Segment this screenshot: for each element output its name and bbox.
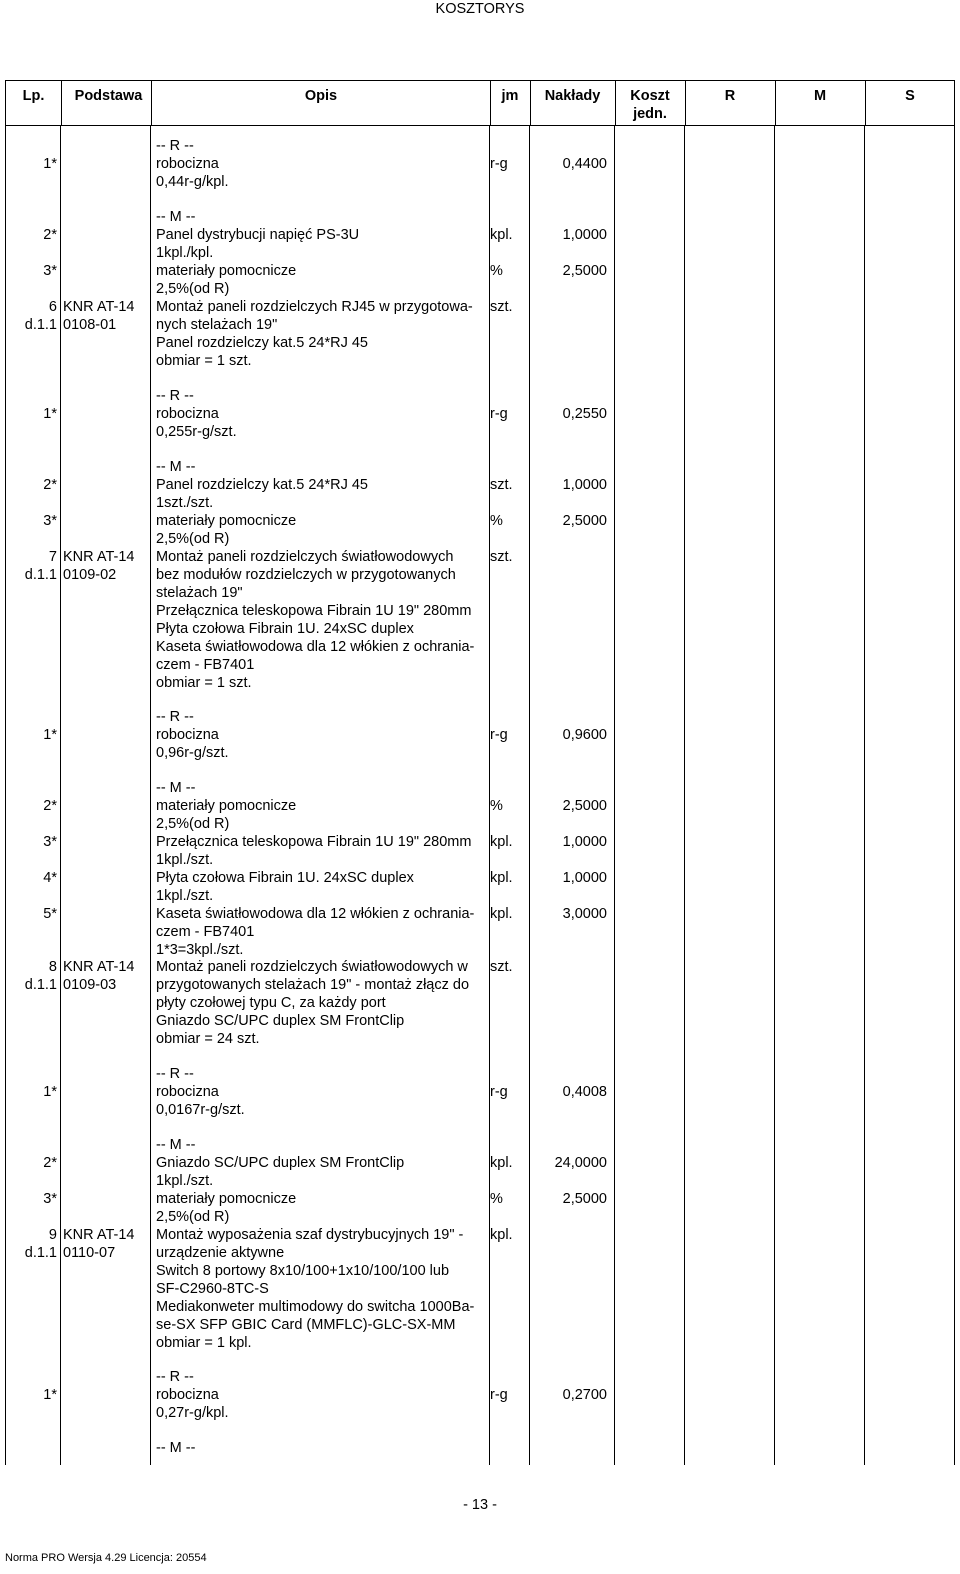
cell-opis: 1kpl./kpl.	[156, 245, 214, 261]
cell-opis: materiały pomocnicze	[156, 1191, 297, 1207]
cell-naklady: 0,2700	[562, 1387, 607, 1403]
cell-opis: Gniazdo SC/UPC duplex SM FrontClip	[156, 1155, 405, 1171]
cell-jm: szt.	[490, 549, 513, 565]
cell-jm: r-g	[490, 156, 508, 172]
cell-podstawa: KNR AT-14	[63, 1227, 135, 1243]
cell-lp: 5*	[43, 906, 57, 922]
cell-naklady: 2,5000	[562, 1191, 607, 1207]
cell-jm: kpl.	[490, 1227, 513, 1243]
cell-opis: 1kpl./szt.	[156, 888, 214, 904]
cell-opis: Montaż paneli rozdzielczych światłowodowych w	[156, 959, 468, 975]
col-divider	[684, 125, 685, 1465]
cell-opis: materiały pomocnicze	[156, 263, 297, 279]
cell-naklady: 0,2550	[562, 406, 607, 422]
cell-podstawa: 0109-02	[63, 567, 117, 583]
cell-jm: r-g	[490, 1084, 508, 1100]
cell-jm: kpl.	[490, 227, 513, 243]
cell-opis: -- M --	[156, 1137, 196, 1153]
cell-opis: se-SX SFP GBIC Card (MMFLC)-GLC-SX-MM	[156, 1317, 456, 1333]
header-koszt-line2: jedn.	[633, 106, 667, 122]
cell-opis: 1kpl./szt.	[156, 852, 214, 868]
cell-naklady: 1,0000	[562, 834, 607, 850]
header-jm: jm	[501, 88, 519, 104]
cell-jm: %	[490, 1191, 503, 1207]
cell-opis: robocizna	[156, 1387, 219, 1403]
cell-opis: -- M --	[156, 1440, 196, 1456]
cell-naklady: 2,5000	[562, 513, 607, 529]
cell-lp: 4*	[43, 870, 57, 886]
header-opis: Opis	[304, 88, 338, 104]
page-number: - 13 -	[463, 1497, 497, 1513]
cell-opis: Kaseta światłowodowa dla 12 włókien z ochrania-	[156, 639, 475, 655]
cell-lp: 2*	[43, 1155, 57, 1171]
cell-opis: Panel dystrybucji napięć PS-3U	[156, 227, 360, 243]
license-text: Norma PRO Wersja 4.29 Licencja: 20554	[5, 1552, 207, 1564]
cell-opis: 2,5%(od R)	[156, 281, 230, 297]
cell-jm: szt.	[490, 477, 513, 493]
cell-lp: 2*	[43, 477, 57, 493]
cell-opis: nych stelażach 19"	[156, 317, 278, 333]
cell-lp: 1*	[43, 156, 57, 172]
cell-opis: płyty czołowej typu C, za każdy port	[156, 995, 386, 1011]
cell-opis: 1*3=3kpl./szt.	[156, 942, 244, 958]
cell-lp: d.1.1	[24, 317, 57, 333]
cell-podstawa: 0108-01	[63, 317, 117, 333]
cell-opis: obmiar = 1 szt.	[156, 353, 252, 369]
cell-opis: materiały pomocnicze	[156, 798, 297, 814]
cell-jm: r-g	[490, 406, 508, 422]
cell-lp: 1*	[43, 406, 57, 422]
cell-opis: 0,44r-g/kpl.	[156, 174, 229, 190]
col-divider	[489, 125, 490, 1465]
cell-opis: -- R --	[156, 709, 194, 725]
cell-opis: stelażach 19"	[156, 585, 243, 601]
header-s: S	[905, 88, 915, 104]
col-divider	[60, 125, 61, 1465]
cell-opis: 0,96r-g/szt.	[156, 745, 229, 761]
cell-opis: robocizna	[156, 406, 219, 422]
cell-opis: Montaż paneli rozdzielczych światłowodowych	[156, 549, 454, 565]
cell-opis: obmiar = 1 kpl.	[156, 1335, 252, 1351]
cell-jm: %	[490, 798, 503, 814]
cell-lp: 1*	[43, 727, 57, 743]
cell-opis: SF-C2960-8TC-S	[156, 1281, 269, 1297]
col-divider	[614, 125, 615, 1465]
cell-podstawa: 0109-03	[63, 977, 117, 993]
cell-podstawa: KNR AT-14	[63, 549, 135, 565]
cell-opis: 0,0167r-g/szt.	[156, 1102, 245, 1118]
table-header	[5, 80, 955, 126]
cell-opis: 2,5%(od R)	[156, 816, 230, 832]
cell-naklady: 1,0000	[562, 227, 607, 243]
cell-naklady: 1,0000	[562, 870, 607, 886]
cell-opis: -- R --	[156, 1369, 194, 1385]
cell-lp: 3*	[43, 263, 57, 279]
col-divider	[529, 125, 530, 1465]
cell-lp: 1*	[43, 1387, 57, 1403]
cell-opis: Gniazdo SC/UPC duplex SM FrontClip	[156, 1013, 405, 1029]
cell-naklady: 2,5000	[562, 798, 607, 814]
cell-opis: urządzenie aktywne	[156, 1245, 285, 1261]
cell-jm: %	[490, 513, 503, 529]
cell-naklady: 0,4400	[562, 156, 607, 172]
cell-lp: 2*	[43, 227, 57, 243]
cell-opis: Płyta czołowa Fibrain 1U. 24xSC duplex	[156, 621, 414, 637]
cell-opis: czem - FB7401	[156, 924, 255, 940]
cell-opis: 1kpl./szt.	[156, 1173, 214, 1189]
cell-jm: szt.	[490, 299, 513, 315]
header-podstawa: Podstawa	[74, 88, 143, 104]
cell-opis: 2,5%(od R)	[156, 531, 230, 547]
cell-opis: przygotowanych stelażach 19" - montaż złącz do	[156, 977, 470, 993]
header-koszt-line1: Koszt	[630, 88, 670, 104]
cell-jm: %	[490, 263, 503, 279]
cell-lp: 3*	[43, 1191, 57, 1207]
cell-lp: 8	[48, 959, 57, 975]
cell-opis: Kaseta światłowodowa dla 12 włókien z ochrania-	[156, 906, 475, 922]
cell-opis: Montaż paneli rozdzielczych RJ45 w przygotowa-	[156, 299, 473, 315]
cell-lp: d.1.1	[24, 567, 57, 583]
cell-opis: Płyta czołowa Fibrain 1U. 24xSC duplex	[156, 870, 414, 886]
cell-podstawa: KNR AT-14	[63, 299, 135, 315]
cell-jm: kpl.	[490, 834, 513, 850]
cell-opis: robocizna	[156, 156, 219, 172]
cell-opis: -- M --	[156, 780, 196, 796]
cell-opis: Panel rozdzielczy kat.5 24*RJ 45	[156, 477, 368, 493]
cell-opis: Panel rozdzielczy kat.5 24*RJ 45	[156, 335, 368, 351]
cell-opis: -- R --	[156, 138, 194, 154]
cell-jm: kpl.	[490, 906, 513, 922]
cell-naklady: 0,4008	[562, 1084, 607, 1100]
cell-opis: obmiar = 24 szt.	[156, 1031, 260, 1047]
cell-opis: robocizna	[156, 727, 219, 743]
cell-opis: 1szt./szt.	[156, 495, 214, 511]
cell-lp: d.1.1	[24, 1245, 57, 1261]
cell-jm: kpl.	[490, 870, 513, 886]
cell-naklady: 1,0000	[562, 477, 607, 493]
cell-podstawa: KNR AT-14	[63, 959, 135, 975]
col-divider	[774, 125, 775, 1465]
cell-jm: kpl.	[490, 1155, 513, 1171]
header-r: R	[724, 88, 736, 104]
cell-opis: robocizna	[156, 1084, 219, 1100]
cell-opis: Przełącznica teleskopowa Fibrain 1U 19" 280mm	[156, 834, 472, 850]
cell-podstawa: 0110-07	[63, 1245, 116, 1261]
cell-opis: czem - FB7401	[156, 657, 255, 673]
cell-opis: -- M --	[156, 209, 196, 225]
cell-jm: r-g	[490, 1387, 508, 1403]
cell-opis: 0,255r-g/szt.	[156, 424, 237, 440]
cell-lp: 3*	[43, 513, 57, 529]
cell-opis: -- R --	[156, 388, 194, 404]
cell-lp: 7	[48, 549, 57, 565]
cell-opis: 0,27r-g/kpl.	[156, 1405, 229, 1421]
header-m: M	[813, 88, 827, 104]
col-divider	[150, 125, 151, 1465]
cell-lp: 3*	[43, 834, 57, 850]
cell-opis: -- M --	[156, 459, 196, 475]
cell-opis: Mediakonweter multimodowy do switcha 1000Ba-	[156, 1299, 475, 1315]
col-divider	[864, 125, 865, 1465]
cell-opis: Switch 8 portowy 8x10/100+1x10/100/100 lub	[156, 1263, 450, 1279]
cell-opis: materiały pomocnicze	[156, 513, 297, 529]
cell-opis: Przełącznica teleskopowa Fibrain 1U 19" 280mm	[156, 603, 472, 619]
cell-opis: -- R --	[156, 1066, 194, 1082]
cell-naklady: 3,0000	[562, 906, 607, 922]
cell-lp: d.1.1	[24, 977, 57, 993]
cell-naklady: 2,5000	[562, 263, 607, 279]
page-title: KOSZTORYS	[435, 1, 525, 17]
header-koszt	[615, 81, 685, 125]
cell-lp: 1*	[43, 1084, 57, 1100]
cell-opis: Montaż wyposażenia szaf dystrybucyjnych 19" -	[156, 1227, 464, 1243]
cell-naklady: 24,0000	[554, 1155, 607, 1171]
header-lp: Lp.	[22, 88, 45, 104]
cell-opis: bez modułów rozdzielczych w przygotowanych	[156, 567, 456, 583]
cell-lp: 9	[48, 1227, 57, 1243]
cell-lp: 6	[48, 299, 57, 315]
header-naklady: Nakłady	[544, 88, 601, 104]
cell-opis: obmiar = 1 szt.	[156, 675, 252, 691]
cell-naklady: 0,9600	[562, 727, 607, 743]
cell-lp: 2*	[43, 798, 57, 814]
cell-jm: szt.	[490, 959, 513, 975]
cell-jm: r-g	[490, 727, 508, 743]
cell-opis: 2,5%(od R)	[156, 1209, 230, 1225]
